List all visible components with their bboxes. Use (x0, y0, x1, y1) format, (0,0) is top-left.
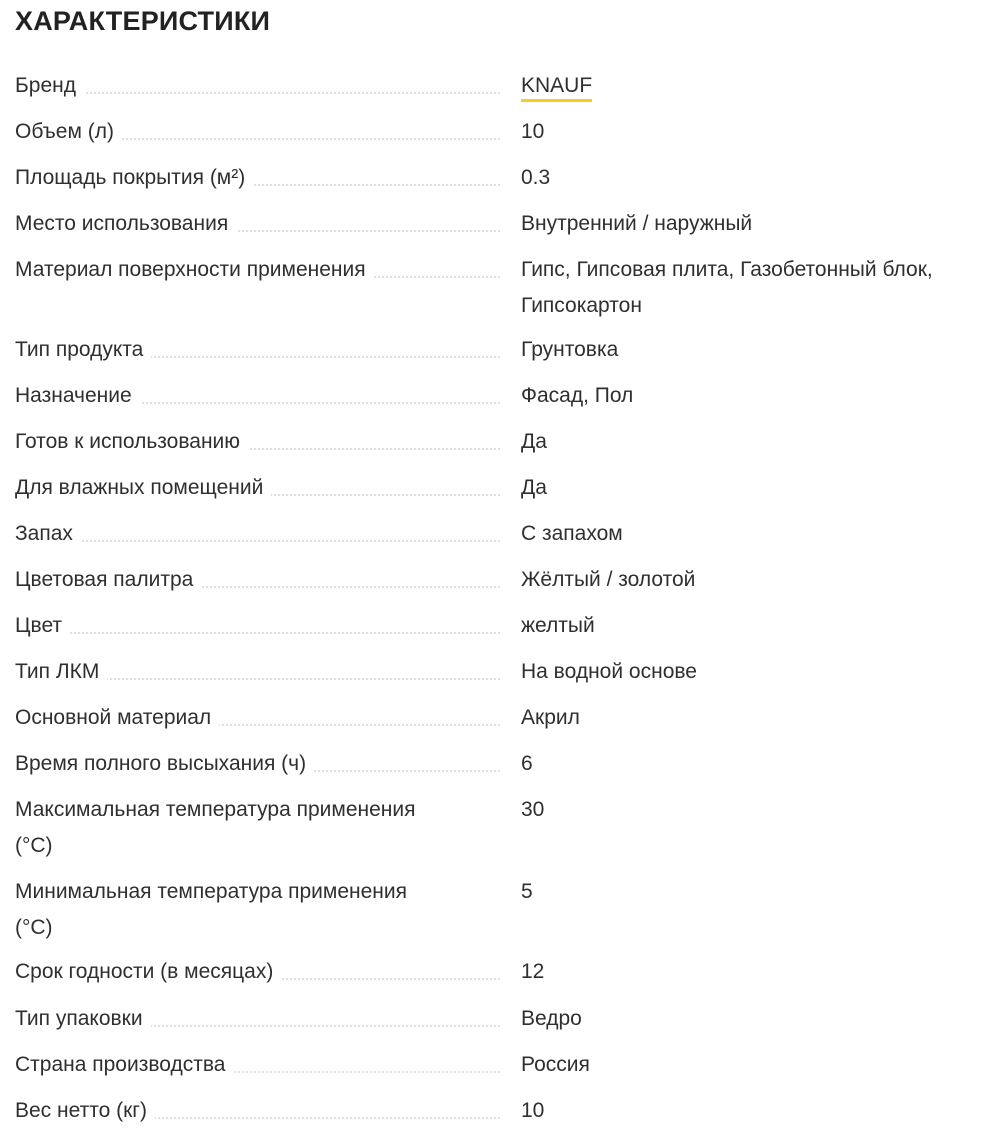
spec-label (15, 792, 480, 864)
spec-value: Россия (521, 1053, 590, 1076)
spec-value: 10 (521, 1099, 545, 1122)
spec-label: Цвет (15, 608, 500, 644)
spec-label: Объем (л) (15, 114, 500, 150)
spec-label: Тип продукта (15, 332, 500, 368)
spec-label: Материал поверхности применения (15, 252, 500, 288)
spec-label: Срок годности (в месяцах) (15, 954, 500, 990)
spec-label: Для влажных помещений (15, 470, 500, 506)
spec-label: Назначение (15, 378, 500, 414)
spec-value: 12 (521, 960, 545, 983)
spec-label: Тип упаковки (15, 1001, 500, 1037)
spec-label: Время полного высыхания (ч) (15, 746, 500, 782)
spec-label: Вес нетто (кг) (15, 1093, 500, 1129)
spec-value: Акрил (521, 706, 580, 729)
spec-value: Да (521, 430, 547, 453)
spec-value: 30 (521, 798, 545, 821)
spec-value (521, 252, 991, 324)
spec-label: Страна производства (15, 1047, 500, 1083)
spec-value: На водной основе (521, 660, 697, 683)
spec-label: Место использования (15, 206, 500, 242)
spec-value: Фасад, Пол (521, 384, 634, 407)
spec-value: 6 (521, 752, 533, 775)
spec-value: Ведро (521, 1007, 582, 1030)
spec-value: С запахом (521, 522, 623, 545)
spec-value (521, 68, 991, 104)
spec-label: Площадь покрытия (м²) (15, 160, 500, 196)
spec-value-line: Гипсокартон (521, 294, 642, 317)
spec-value: 5 (521, 880, 533, 903)
spec-label (15, 874, 480, 946)
spec-label-line: (°С) (15, 834, 53, 857)
spec-label: Бренд (15, 68, 500, 104)
spec-label: Цветовая палитра (15, 562, 500, 598)
spec-value: Грунтовка (521, 338, 619, 361)
spec-value: Жёлтый / золотой (521, 568, 696, 591)
spec-value: Да (521, 476, 547, 499)
spec-value: 0.3 (521, 166, 551, 189)
spec-label-line: Максимальная температура применения (15, 798, 416, 821)
spec-value-line: Гипс, Гипсовая плита, Газобетонный блок, (521, 258, 933, 281)
spec-label-line: (°С) (15, 916, 53, 939)
page-title: ХАРАКТЕРИСТИКИ (15, 6, 271, 36)
spec-value: Внутренний / наружный (521, 212, 753, 235)
spec-label: Основной материал (15, 700, 500, 736)
spec-value: желтый (521, 614, 595, 637)
spec-label: Тип ЛКМ (15, 654, 500, 690)
spec-label: Запах (15, 516, 500, 552)
spec-label-line: Минимальная температура применения (15, 880, 407, 903)
brand-link[interactable]: KNAUF (521, 74, 592, 102)
spec-label: Готов к использованию (15, 424, 500, 460)
spec-value: 10 (521, 120, 545, 143)
